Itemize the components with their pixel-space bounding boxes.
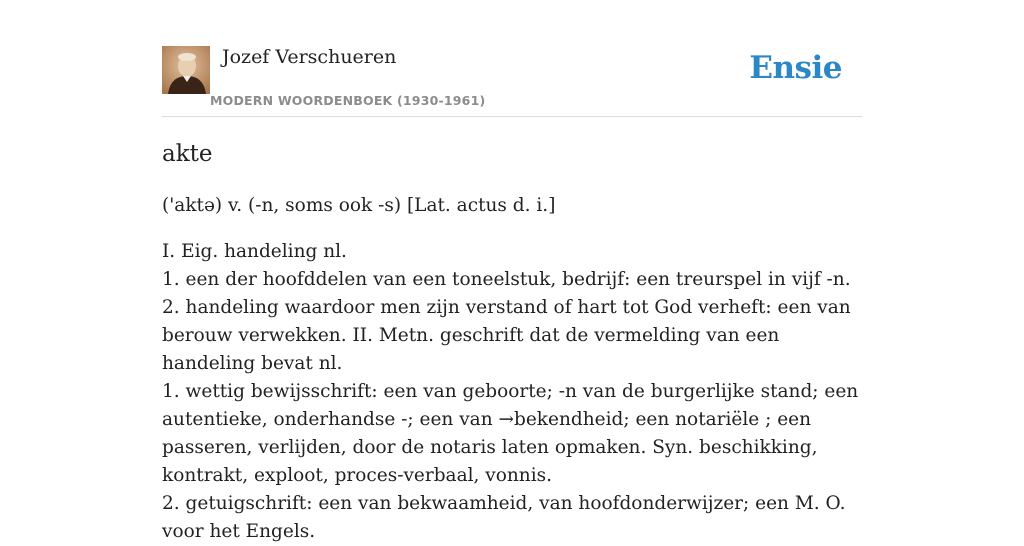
source-label[interactable]: MODERN WOORDENBOEK (1930-1961)	[210, 93, 486, 108]
definition-line: 1. wettig bewijsschrift: een van geboorte; -n van de burgerlijke stand; een autentieke, onderhandse -; een van →bekendheid; een notariële ; een passeren, verlijden, door de notaris laten opmaken. Syn. beschikking, kontrakt, exploot, proces-verbaal, vonnis.	[162, 381, 859, 486]
entry-pronunciation: ('aktə) v. (-n, soms ook -s) [Lat. actus d. i.]	[162, 195, 556, 216]
definition-line: 1. een der hoofddelen van een toneelstuk, bedrijf: een treurspel in vijf -n.	[162, 269, 851, 290]
header	[162, 46, 862, 117]
author-portrait-icon	[162, 46, 210, 94]
author-avatar[interactable]	[162, 46, 210, 94]
entry-headword: akte	[162, 141, 213, 167]
definition-line: I. Eig. handeling nl.	[162, 241, 347, 262]
definition-line: 2. getuigschrift: een van bekwaamheid, van hoofdonderwijzer; een M. O. voor het Engels.	[162, 493, 846, 542]
entry-content	[162, 138, 862, 546]
author-name[interactable]: Jozef Verschueren	[222, 46, 397, 68]
ensie-logo[interactable]: Ensie	[749, 50, 842, 86]
definition-line: 2. handeling waardoor men zijn verstand of hart tot God verheft: een van berouw verwekken. II. Metn. geschrift dat de vermelding van een handeling bevat nl.	[162, 297, 851, 374]
entry-definition	[162, 238, 862, 546]
